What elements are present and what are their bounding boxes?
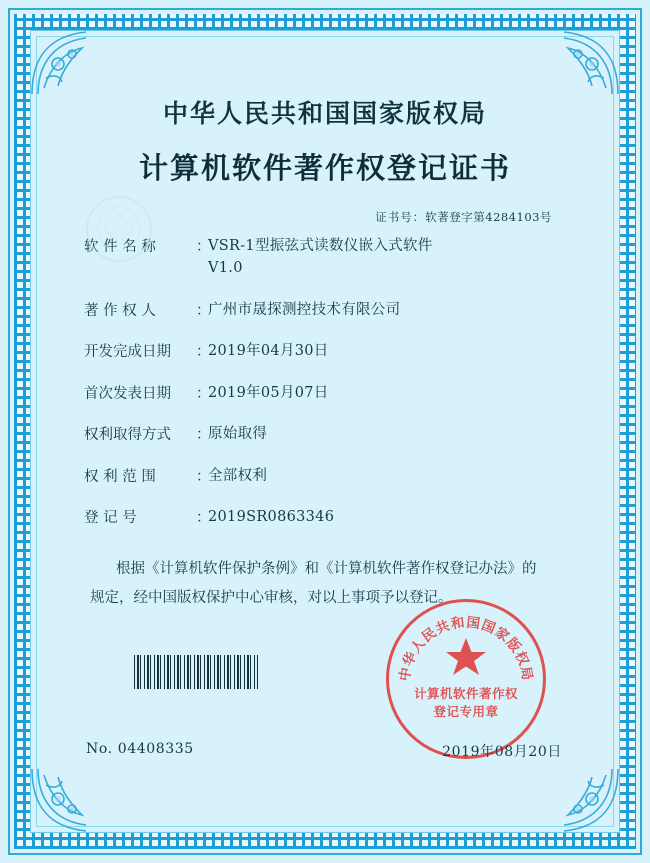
field-label: 软 件 名 称 [84, 239, 156, 255]
field-colon: ： [196, 427, 211, 444]
seal-line-2: 登记专用章 [433, 704, 499, 719]
field-row [84, 299, 604, 321]
seal-line-1: 计算机软件著作权 [413, 686, 518, 701]
seal-arc-label: 中华人民共和国国家版权局 [396, 614, 536, 683]
issuer-title: 中华人民共和国国家版权局 [162, 99, 487, 128]
field-colon: ： [196, 302, 211, 319]
field-row [84, 235, 604, 280]
seal-arc-text [389, 602, 543, 756]
field-value-line1: VSR-1型振弦式读数仪嵌入式软件 [208, 238, 433, 254]
field-colon: ： [196, 385, 211, 402]
field-label: 著 作 权 人 [84, 302, 156, 319]
field-colon: ： [196, 239, 211, 255]
field-value-line2: V1.0 [208, 260, 243, 277]
field-colon: ： [196, 510, 211, 527]
field-colon: ： [196, 468, 211, 485]
serial-label: No. [86, 741, 113, 757]
field-value: 2019年05月07日 [208, 384, 329, 401]
certificate-number-label: 证书号： [375, 210, 426, 224]
field-colon: ： [196, 344, 211, 361]
field-value: 全部权利 [208, 467, 268, 484]
field-value: 原始取得 [208, 426, 268, 443]
field-value: 2019SR0863346 [208, 509, 335, 526]
field-label: 权利取得方式 [84, 427, 171, 444]
field-list [46, 235, 604, 529]
field-value: 广州市晟探测控技术有限公司 [208, 301, 401, 318]
national-emblem-watermark-icon [86, 196, 152, 262]
field-row [84, 340, 604, 362]
field-row [84, 506, 604, 528]
field-row [84, 382, 604, 404]
serial-number [86, 741, 194, 761]
field-value: 2019年04月30日 [208, 343, 329, 360]
field-value [208, 235, 433, 280]
statement-line-1: 根据《计算机软件保护条例》和《计算机软件著作权登记办法》的 [116, 560, 537, 577]
certificate-title: 计算机软件著作权登记证书 [138, 151, 511, 185]
issue-date: 2019年08月20日 [442, 744, 562, 760]
statement-line-2: 规定，经中国版权保护中心审核，对以上事项予以登记。 [90, 590, 453, 607]
field-label: 登 记 号 [84, 510, 137, 527]
barcode [134, 655, 258, 689]
official-seal [386, 599, 546, 759]
field-label: 权 利 范 围 [84, 468, 156, 485]
certificate-content [46, 46, 604, 817]
certificate-number-value: 软著登字第4284103号 [425, 210, 552, 224]
field-label: 开发完成日期 [84, 344, 171, 361]
serial-value: 04408335 [117, 741, 194, 757]
footer-row [86, 741, 568, 761]
field-row [84, 465, 604, 487]
field-row [84, 423, 604, 445]
field-label: 首次发表日期 [84, 385, 171, 402]
